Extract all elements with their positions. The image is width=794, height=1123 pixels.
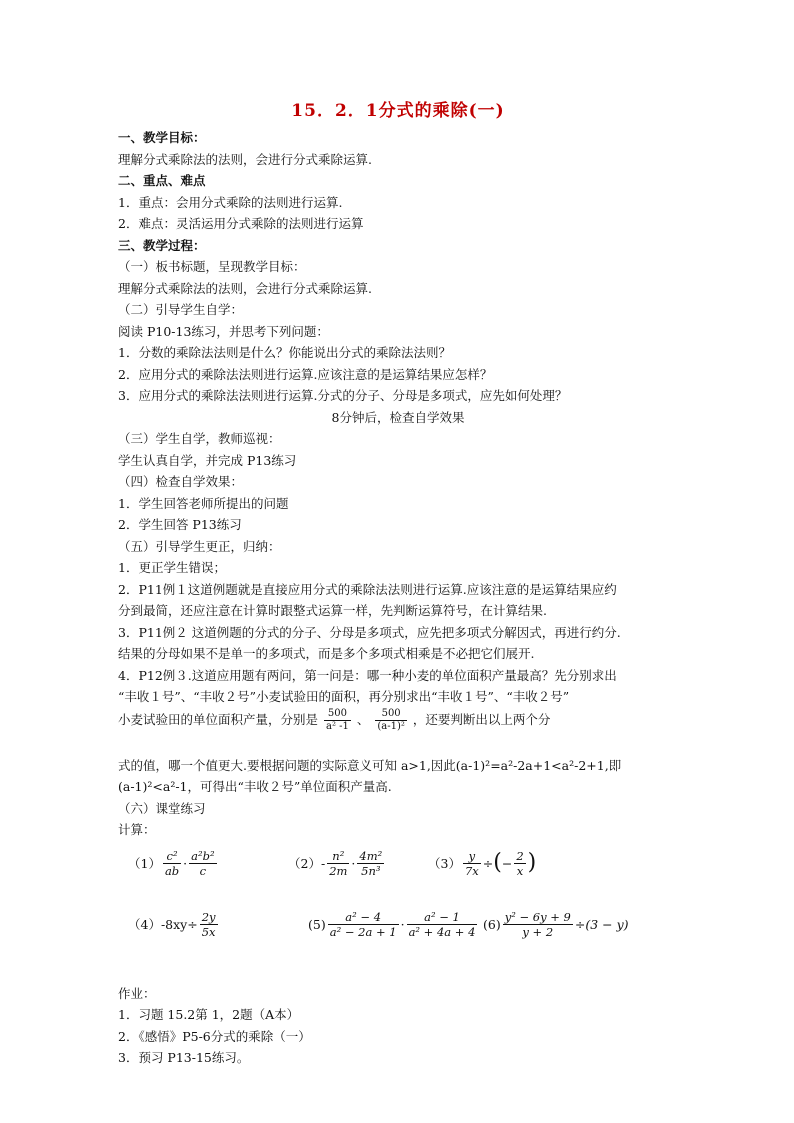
page-title: 15．2．1分式的乘除(一) <box>291 101 505 121</box>
step-5-item-4d: 式的值，哪一个值更大.要根据问题的实际意义可知 a>1,因此(a-1)²=a²-2a+1<a²-2+1,即 <box>118 757 622 773</box>
fraction-denominator: 7x <box>464 863 479 878</box>
section-heading-objectives: 一、教学目标： <box>118 130 206 145</box>
step-3-text: 学生认真自学，并完成 P13练习 <box>118 452 297 468</box>
fraction <box>503 910 573 939</box>
step-5-item-4c <box>118 708 678 733</box>
exercise-row-2 <box>118 910 678 939</box>
operator: ÷ <box>482 855 494 871</box>
key-point-2: 2．难点：灵活运用分式乘除的法则进行运算 <box>118 216 364 231</box>
exercise-label: (6) <box>483 916 501 932</box>
fraction <box>407 910 478 939</box>
section-heading-process: 三、教学过程： <box>118 237 206 253</box>
sign: - <box>320 855 326 871</box>
fraction-numerator: a²b² <box>191 848 215 863</box>
expression-tail: (3 − y) <box>585 916 629 932</box>
step-2-question-2: 2．应用分式的乘除法法则进行运算.应该注意的是运算结果应怎样？ <box>118 366 493 382</box>
exercise-label: （1） <box>128 856 161 871</box>
fraction-numerator: a² − 1 <box>424 909 460 924</box>
exercise-label: (5) <box>308 916 326 932</box>
fraction-denominator: 5n³ <box>357 863 384 878</box>
exercise-5 <box>308 910 483 939</box>
fraction-numerator: n² <box>332 848 345 863</box>
fraction <box>327 849 349 878</box>
fraction-500-over-a2-minus-1 <box>324 708 351 733</box>
minus-sign: − <box>501 855 513 871</box>
fraction-denominator: ab <box>164 863 180 878</box>
exercise-6 <box>483 910 629 939</box>
fraction-denominator: a² + 4a + 4 <box>408 924 476 939</box>
lesson-plan-page <box>118 96 678 1069</box>
step-2-question-3: 3．应用分式的乘除法法则进行运算.分式的分子、分母是多项式，应先如何处理？ <box>118 388 568 403</box>
objectives-text: 理解分式乘除法的法则，会进行分式乘除运算. <box>118 151 372 167</box>
fraction-denominator: 5x <box>200 924 218 939</box>
fraction-denominator: a² − 2a + 1 <box>329 924 397 939</box>
step-4-heading: （四）检查自学效果： <box>118 474 244 489</box>
fraction-500-over-a-minus-1-squared <box>375 708 407 733</box>
section-heading-key-points: 二、重点、难点 <box>118 173 206 188</box>
step-5-item-1: 1．更正学生错误； <box>118 560 226 575</box>
step-5-item-3a: 3．P11例２ 这道例题的分式的分子、分母是多项式，应先把多项式分解因式，再进行约分. <box>118 624 621 640</box>
exercise-label: （3） <box>428 856 461 871</box>
fraction-denominator: (a-1)² <box>377 720 405 732</box>
step-2-question-1: 1．分数的乘除法法则是什么？你能说出分式的乘除法法则？ <box>118 345 451 360</box>
homework-item-1: 1．习题 15.2第 1，2题（A本） <box>118 1007 300 1022</box>
fraction <box>463 849 481 878</box>
exercise-3 <box>428 849 536 878</box>
item-4c-prefix: 小麦试验田的单位面积产量，分别是 <box>118 711 319 727</box>
fraction-numerator: y² − 6y + 9 <box>504 909 571 924</box>
fraction <box>357 849 384 878</box>
fraction-denominator: y + 2 <box>503 924 573 939</box>
fraction <box>189 849 216 878</box>
step-6-heading: （六）课堂练习 <box>118 800 206 816</box>
fraction-numerator: 500 <box>381 707 401 719</box>
open-paren: ( <box>493 850 502 875</box>
fraction-numerator: c² <box>166 848 178 863</box>
operator: · <box>183 855 188 871</box>
fraction-numerator: a² − 4 <box>345 909 382 924</box>
exercise-label: （2） <box>288 856 321 871</box>
fraction <box>514 849 525 878</box>
fraction-numerator: 2y <box>201 909 216 924</box>
fraction <box>163 849 181 878</box>
step-4-item-1: 1．学生回答老师所提出的问题 <box>118 495 289 511</box>
fraction <box>328 910 399 939</box>
step-5-item-2a: 2．P11例１这道例题就是直接应用分式的乘除法法则进行运算.应该注意的是运算结果应约 <box>118 581 617 597</box>
calculate-label: 计算： <box>118 822 156 837</box>
fraction-denominator: a² -1 <box>326 720 349 732</box>
operator: · <box>400 916 405 932</box>
exercise-row-1 <box>118 849 678 878</box>
step-1-heading: （一）板书标题，呈现教学目标： <box>118 259 306 274</box>
fraction-denominator: 2m <box>329 863 348 878</box>
step-5-item-3b: 结果的分母如果不是单一的多项式，而是多个多项式相乘是不必把它们展开. <box>118 646 535 661</box>
fraction-denominator: x <box>514 863 525 878</box>
step-2-timing-note: 8分钟后，检查自学效果 <box>331 409 465 425</box>
step-1-text: 理解分式乘除法的法则，会进行分式乘除运算. <box>118 280 372 296</box>
fraction-numerator: 4m² <box>359 848 383 863</box>
operator: · <box>351 855 356 871</box>
step-3-heading: （三）学生自学，教师巡视： <box>118 431 281 446</box>
exercise-2 <box>288 849 428 878</box>
item-4c-separator: 、 <box>356 711 370 727</box>
step-2-heading: （二）引导学生自学： <box>118 302 244 317</box>
step-5-heading: （五）引导学生更正，归纳： <box>118 538 281 554</box>
operator: ÷ <box>187 916 198 932</box>
key-point-1: 1．重点：会用分式乘除的法则进行运算. <box>118 194 343 210</box>
fraction-numerator: 500 <box>327 707 347 719</box>
step-4-item-2: 2．学生回答 P13练习 <box>118 517 242 532</box>
fraction-denominator: c <box>189 863 216 878</box>
fraction-numerator: 2 <box>516 848 524 863</box>
operator: ÷ <box>574 916 586 932</box>
homework-item-2: 2．《感悟》P5-6分式的乘除（一） <box>118 1028 311 1044</box>
exercise-label: （4）-8xy <box>128 917 188 932</box>
homework-item-3: 3．预习 P13-15练习。 <box>118 1050 250 1065</box>
homework-heading: 作业： <box>118 985 156 1001</box>
item-4c-suffix: ，还要判断出以上两个分 <box>412 711 551 727</box>
step-5-item-4e: (a-1)²<a²-1，可得出“丰收２号”单位面积产量高. <box>118 779 392 794</box>
fraction <box>200 910 218 939</box>
exercise-4 <box>118 910 308 939</box>
step-5-item-4b: “丰收１号”、“丰收２号”小麦试验田的面积，再分别求出“丰收１号”、“丰收２号” <box>118 689 570 704</box>
fraction-numerator: y <box>468 848 476 863</box>
step-2-intro: 阅读 P10-13练习，并思考下列问题： <box>118 323 329 339</box>
close-paren: ) <box>527 850 537 875</box>
step-5-item-2b: 分到最简，还应注意在计算时跟整式运算一样，先判断运算符号，在计算结果. <box>118 603 547 618</box>
exercise-1 <box>118 849 288 878</box>
step-5-item-4a: 4．P12例３.这道应用题有两问，第一问是：哪一种小麦的单位面积产量最高？先分别求出 <box>118 667 617 683</box>
